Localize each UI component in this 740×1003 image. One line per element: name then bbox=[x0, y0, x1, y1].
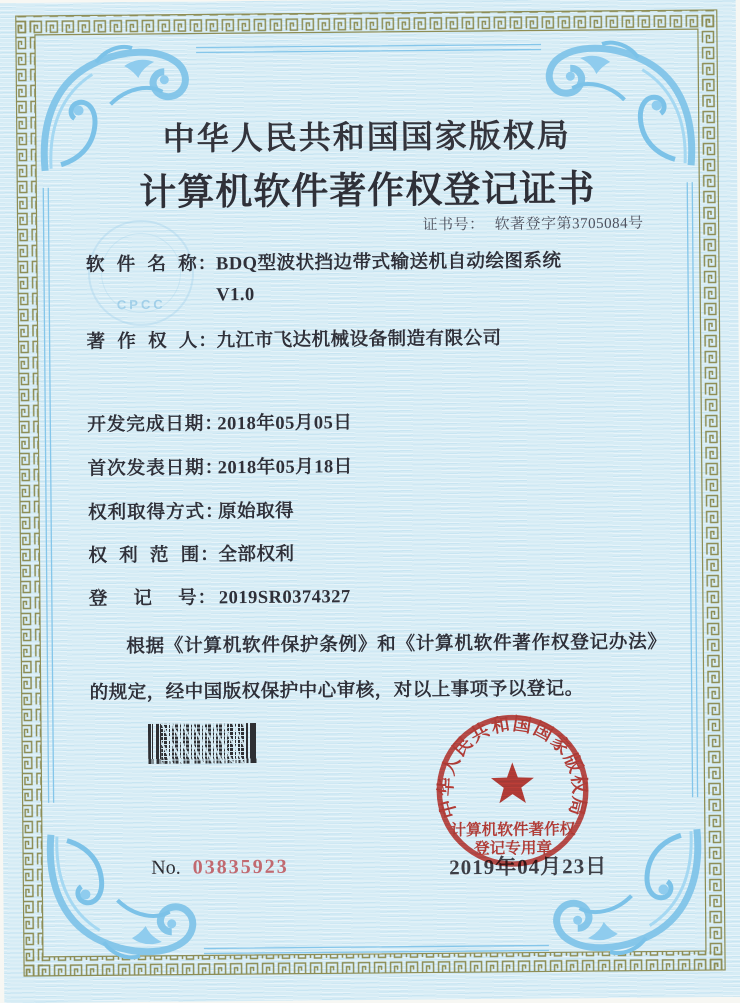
field-value: BDQ型波状挡边带式输送机自动绘图系统 V1.0 bbox=[215, 251, 562, 306]
official-seal bbox=[429, 707, 596, 874]
certificate-number-label: 证书号： bbox=[422, 216, 485, 234]
field-label: 软 件 名 称： bbox=[85, 254, 218, 276]
seal-ring-text: 中华人民共和国国家版权局 bbox=[435, 713, 590, 821]
red-star-icon bbox=[491, 762, 534, 803]
field-rights-scope bbox=[88, 536, 680, 567]
field-label: 著 作 权 人： bbox=[86, 331, 218, 353]
certificate-title: 计算机软件著作权登记证书 bbox=[139, 169, 596, 215]
serial-number: 03835923 bbox=[192, 855, 289, 879]
certificate-number bbox=[422, 212, 643, 235]
registration-statement: 根据《计算机软件保护条例》和《计算机软件著作权登记办法》的规定，经中国版权保护中心审核，对以上事项予以登记。 bbox=[89, 632, 658, 704]
field-label: 开发完成日期： bbox=[87, 414, 224, 436]
field-value: 全部权利 bbox=[218, 544, 295, 566]
barcode-stop-pattern bbox=[244, 723, 258, 763]
field-first-publish-date bbox=[88, 449, 680, 480]
barcode-data-region bbox=[161, 723, 244, 764]
field-value: 2018年05月05日 bbox=[217, 413, 353, 435]
field-rights-acquisition bbox=[88, 493, 680, 524]
certificate-number-value: 软著登字第3705084号 bbox=[494, 215, 644, 233]
seal-caption-line2: 登记专用章 bbox=[473, 839, 553, 858]
serial-prefix: No. bbox=[151, 856, 181, 879]
issuing-authority: 中华人民共和国国家版权局 bbox=[162, 117, 571, 157]
field-value: 2018年05月18日 bbox=[217, 457, 353, 479]
barcode-start-pattern bbox=[148, 724, 161, 764]
field-label: 首次发表日期： bbox=[87, 458, 225, 480]
field-value: 九江市飞达机械设备制造有限公司 bbox=[216, 328, 502, 352]
field-value: 原始取得 bbox=[218, 501, 295, 523]
field-dev-complete-date bbox=[87, 405, 679, 436]
field-label: 权 利 范 围： bbox=[88, 545, 220, 567]
embossed-seal-text: CPCC bbox=[116, 296, 166, 313]
seal-date: 2019年04月23日 bbox=[449, 853, 608, 880]
seal-caption-line1: 计算机软件著作权 bbox=[450, 821, 576, 840]
pdf417-barcode bbox=[148, 723, 258, 764]
field-registration-number bbox=[89, 579, 681, 610]
field-label: 权利取得方式： bbox=[88, 502, 225, 524]
serial-number-row bbox=[151, 856, 289, 880]
field-copyright-owner bbox=[86, 322, 678, 353]
field-label: 登 记 号： bbox=[88, 588, 218, 610]
field-value: 2019SR0374327 bbox=[218, 587, 351, 609]
